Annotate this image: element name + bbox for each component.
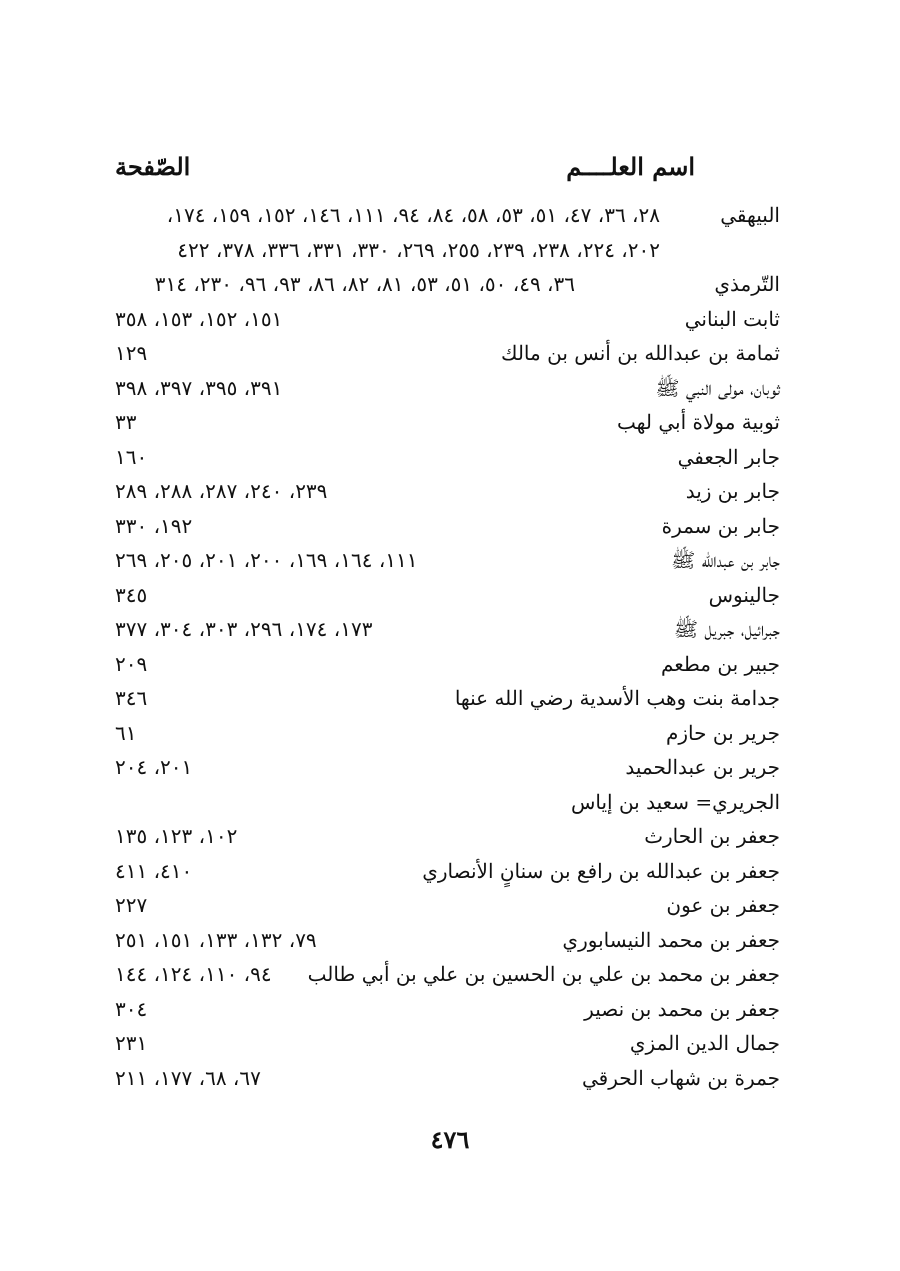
entry-name: جابر بن زيد — [685, 479, 780, 503]
index-entry — [115, 578, 780, 613]
entry-pages: ١٧٣، ١٧٤، ٢٩٦، ٣٠٣، ٣٠٤، ٣٧٧ — [115, 617, 373, 641]
index-entry — [115, 957, 780, 992]
entry-pages: ٦١ — [115, 720, 137, 745]
entry-name: ثابت البناني — [684, 306, 780, 331]
index-entry — [115, 267, 780, 302]
entry-name: جابر بن عبدالله ﷺ — [671, 548, 780, 572]
entry-pages: ١٢٩ — [115, 341, 148, 365]
index-entry — [115, 233, 780, 268]
entry-name: جدامة بنت وهب الأسدية رضي الله عنها — [454, 686, 780, 710]
index-entry — [115, 474, 780, 509]
entry-name: جمال الدين المزي — [629, 1031, 780, 1055]
index-entry — [115, 888, 780, 923]
entry-name: ثوبية مولاة أبي لهب — [617, 410, 780, 434]
page-column-header: الصّفحة — [115, 152, 191, 181]
index-entry — [115, 923, 780, 958]
entry-pages: ٢٠٢، ٢٢٤، ٢٣٨، ٢٣٩، ٢٥٥، ٢٦٩، ٣٣٠، ٣٣١، ٣٣٦، ٣٧٨، ٤٢٢ — [177, 237, 660, 262]
index-entry — [115, 716, 780, 751]
entry-name: جرير بن عبدالحميد — [625, 755, 780, 779]
index-entry — [115, 1026, 780, 1061]
index-entry — [115, 302, 780, 337]
entry-pages: ٢٠٩ — [115, 651, 148, 676]
index-entry — [115, 509, 780, 544]
entry-pages: ٩٤، ١١٠، ١٢٤، ١٤٤ — [115, 962, 272, 986]
index-entry — [115, 440, 780, 475]
entry-name: جعفر بن محمد بن نصير — [584, 996, 780, 1021]
entry-pages: ١٩٢، ٣٣٠ — [115, 513, 193, 538]
index-entry — [115, 681, 780, 716]
entry-name: ثمامة بن عبدالله بن أنس بن مالك — [500, 341, 780, 365]
index-entry — [115, 336, 780, 371]
entry-name: جابر الجعفي — [677, 444, 780, 469]
entry-name: الجريري= سعيد بن إياس — [570, 789, 780, 814]
entry-pages: ٣٣ — [115, 410, 137, 434]
entry-pages: ٣٩١، ٣٩٥، ٣٩٧، ٣٩٨ — [115, 375, 283, 400]
index-entry — [115, 647, 780, 682]
entry-name: جبير بن مطعم — [660, 651, 780, 676]
entry-name: جبرائيل، جبريل ﷺ — [673, 617, 780, 641]
index-entry — [115, 371, 780, 406]
index-entry — [115, 854, 780, 889]
index-entry — [115, 819, 780, 854]
entry-pages: ٢٨، ٣٦، ٤٧، ٥١، ٥٣، ٥٨، ٨٤، ٩٤، ١١١، ١٤٦، ١٥٢، ١٥٩، ١٧٤، — [166, 203, 660, 227]
entry-name: جعفر بن عبدالله بن رافع بن سنانٍ الأنصاري — [422, 858, 780, 883]
entry-pages: ٣٠٤ — [115, 996, 148, 1021]
entry-pages: ١٦٠ — [115, 444, 148, 469]
entry-name: البيهقي — [720, 203, 780, 227]
entry-name: جعفر بن الحارث — [644, 824, 780, 848]
entry-name: ثوبان، مولى النبي ﷺ — [655, 375, 780, 400]
index-entry — [115, 1061, 780, 1096]
index-entry — [115, 543, 780, 578]
index-entry — [115, 750, 780, 785]
entry-pages: ٧٩، ١٣٢، ١٣٣، ١٥١، ٢٥١ — [115, 927, 317, 952]
entry-name: جعفر بن محمد النيسابوري — [562, 927, 780, 952]
page-number: ٤٧٦ — [430, 1125, 470, 1154]
entry-name: جعفر بن محمد بن علي بن الحسين بن علي بن أبي طالب — [307, 962, 780, 986]
entry-pages: ٦٧، ٦٨، ١٧٧، ٢١١ — [115, 1065, 261, 1090]
entry-pages: ٢٣٩، ٢٤٠، ٢٨٧، ٢٨٨، ٢٨٩ — [115, 479, 328, 503]
name-column-header: اسم العلــــم — [566, 152, 695, 181]
index-entry — [115, 405, 780, 440]
entry-pages: ١٥١، ١٥٢، ١٥٣، ٣٥٨ — [115, 306, 283, 331]
index-entry — [115, 785, 780, 820]
entry-pages: ٣٤٥ — [115, 582, 148, 607]
index-list — [115, 198, 780, 1095]
entry-pages: ٢٣١ — [115, 1031, 148, 1055]
entry-name: التّرمذي — [714, 272, 780, 296]
entry-pages: ١١١، ١٦٤، ١٦٩، ٢٠٠، ٢٠١، ٢٠٥، ٢٦٩ — [115, 548, 418, 572]
entry-name: جرير بن حازم — [665, 720, 780, 745]
entry-pages: ١٠٢، ١٢٣، ١٣٥ — [115, 824, 238, 848]
index-entry — [115, 612, 780, 647]
index-entry — [115, 198, 780, 233]
entry-pages: ٣٦، ٤٩، ٥٠، ٥١، ٥٣، ٨١، ٨٢، ٨٦، ٩٣، ٩٦، ٢٣٠، ٣١٤ — [154, 272, 575, 296]
entry-pages: ٤١٠، ٤١١ — [115, 858, 193, 883]
index-entry — [115, 992, 780, 1027]
entry-pages: ٣٤٦ — [115, 686, 148, 710]
entry-name: جمرة بن شهاب الحرقي — [581, 1065, 780, 1090]
entry-name: جالينوس — [708, 582, 780, 607]
entry-pages: ٢٠١، ٢٠٤ — [115, 755, 193, 779]
entry-pages: ٢٢٧ — [115, 893, 148, 917]
entry-name: جابر بن سمرة — [661, 513, 780, 538]
entry-name: جعفر بن عون — [666, 893, 780, 917]
table-header — [115, 152, 695, 188]
